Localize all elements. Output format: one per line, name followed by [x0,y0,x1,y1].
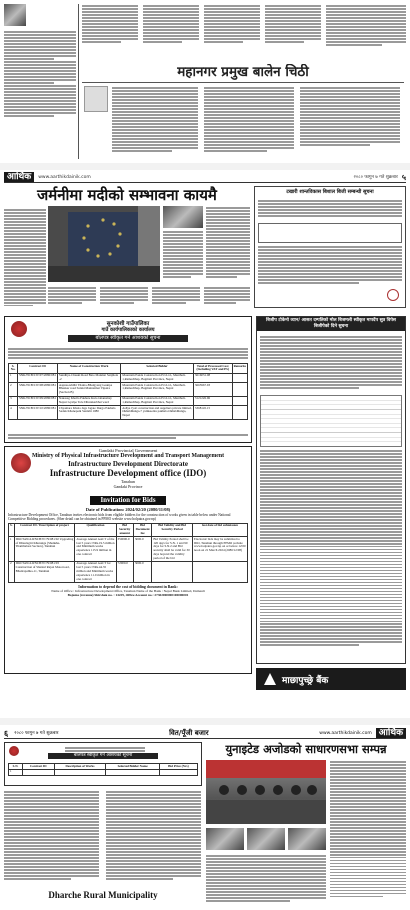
table-header-cell: Bid Price (Nrs) [159,764,197,770]
table-header-cell: Description of Works [54,764,106,770]
right-notice-lower [256,316,406,664]
left-photo [4,4,26,26]
gandaki-intro: Infrastructure Development Office, Tanahun invites electronic bids from eligible bidders for the construction of works given in table below under National Competitive Bidding procedures. (Sher detail can be obtained in PPMO website www.bolpatra.gov.np) [8,513,231,522]
small-photo-3 [288,828,326,850]
table-header-cell: Selected Bidder Name [106,764,159,770]
bank-logo-icon [264,673,276,685]
notice-bid-title: बोलपत्र स्वीकृत गर्ने आशयको सूचना [68,335,188,342]
left-sidebar-column [4,4,76,159]
table-header-cell: Contract ID [23,764,55,770]
inset-photo [163,206,203,228]
page5-left-col [4,208,46,312]
table-header-cell: Bid Security amount [116,523,133,536]
germany-photo [48,206,160,282]
page6-table: S.N. Contract ID Description of Works Selected Bidder Name Bid Price (Nrs) 1 [8,763,198,776]
right-notice-title: टखारी शान्तविकास बिशाल बिजी सम्बन्धी सूचना [286,189,374,195]
invitation-title: Invitation for Bids [90,496,165,505]
gandaki-office-line: Name of Office : Infrastructure Development Office, Tanahun Name of the Bank : Nepal Bank Limited, Damauli [51,588,205,593]
lower-right-title: बिजीप टोकेनो व्यान/ आसत दम्पतिको मोल बिजमली स्वीकृत मापदेंप सुत्र विपेस बिजीपेको दिने सुचना [257,317,405,331]
table-cell: 4 [9,406,18,419]
table-cell: 3368145.15 [193,406,232,419]
page6-small-photos [206,828,326,850]
gandaki-row [9,561,248,582]
notice-emblem-icon [387,289,399,301]
page5-mid-col2 [206,206,250,282]
table-cell: SNK/NCB/CW/07/2080/081 [18,373,58,383]
table-cell: 72000.0 [116,561,133,582]
notice-province: सुनकोशी गाउँपालिका [106,321,150,327]
page-six [0,726,410,910]
gandaki-emblem-icon [11,453,31,473]
bank-name: माछापुच्छ्रे बैंक [282,675,329,686]
table-cell: 3665967.93 [193,383,232,396]
article-columns [82,4,322,54]
table-cell: Average Annual AACT for last 5 years: NRs.44.35 million and Minimum works experience 11.0 million in one contract [75,561,116,582]
table-cell: IDO/TAN/AII/NCB/W/79/081/03 Construction of Shantal Rajon Motorroad, Bhadrapalika-11, Tanahun [14,561,75,582]
letter-image [84,86,108,112]
page6-logo: आर्थिक [376,728,406,738]
table-cell: 2 [9,383,18,396]
dharche-title: Dharche Rural Municipality [48,890,158,900]
masthead-date: २०८० फागुन ७ गते शुक्रबार [353,175,398,180]
table-cell: Nakasag Kholla Pakhate Kulo Ghansmay Nepur Gyalpo Tole Dhurakarbhat ward [57,396,120,406]
table-cell: 3 [9,396,18,406]
table-cell: SNK/NCB/CW/08/2080/081 [18,383,58,396]
table-cell: Ashya Jyoti construction and suppliers private limited, Okhaldhunga-7 yamkaonla pakhela Okhaldhunga, Nepal [122,405,192,418]
table-cell: 2 [9,561,15,582]
table-cell [232,406,247,419]
group-photo-icon [206,760,326,824]
table-cell: Aapnas-khilbi Thaina-Bhanjyang Gaunpa Bhaskar road Salaki Mannatmat Vipatra (Section B) [57,383,120,396]
gandaki-place: Tanahun [121,479,135,484]
page5-headline: जर्मनीमा मदीको सम्भावना कायमै [37,186,217,204]
right-top-column [326,4,406,59]
page6-text-lines [4,790,202,888]
small-photo-2 [247,828,285,850]
page-gap-2 [0,718,410,725]
page6-masthead [4,728,406,739]
table-header-cell: S. [9,523,15,536]
table-cell: Sundhya-Chauki Road Bato Manmat Sanjhola -2 [57,373,120,383]
table-cell: 3121226.96 [193,396,232,406]
gandaki-ministry: Ministry of Physical Infrastructure Development and Transport Management [31,453,225,459]
page6-mid-text [206,854,326,906]
page-gap [0,163,410,170]
page6-number: ६ [4,728,9,738]
table-header-cell: Bid Validity and Bid Security Period [152,523,193,536]
page6-url: www.aarthikdainik.com [319,730,372,736]
top-page-section [0,0,410,163]
right-notice-top [254,186,406,308]
sunkoshi-notice [4,316,252,443]
page6-right-col [330,760,406,906]
gandaki-province: Gandaki Province [113,484,143,489]
table-cell: SNK/NCB/CW/10/2080/081 [18,406,58,419]
table-cell [232,373,247,383]
page6-date: २०८० फागुन ७ गते शुक्रबार [14,731,59,736]
page6-emblem-icon [9,746,19,756]
letter-body [112,86,402,160]
page-number: ५ [401,172,406,182]
table-header-cell: last date of bid submission [192,523,247,536]
table-cell [232,383,247,396]
small-photo-1 [206,828,244,850]
captions-row [48,286,250,312]
table-cell: 1 [9,373,18,383]
bid-row [9,383,248,396]
gandaki-footer-note: Information to depend the cost of bidding document in Bank: [78,584,178,589]
table-cell: 1 [9,537,15,562]
table-cell: SNK/NCB/CW/09/2080/081 [18,396,58,406]
table-cell: Mountain Panda Construction Pvt.Ltd., Manthali-1,Ramechhap, Bagmati Province, Nepal [121,396,194,406]
page6-headline: युनाइटेड अजोडको साधारणसभा सम्पन्न [225,742,387,756]
table-header-cell: Contract ID / Description of project [14,523,75,536]
gandaki-bid-table [8,523,248,583]
bid-row [9,373,248,383]
table-cell: Bid Validity Period shall be 120 days for S.N. 1 and 90 days for S.N.2 and Bid security shall be valid for 30 days beyond the validity period of the bid [152,537,193,562]
table-cell: Chyamara Khola Jage Jagate Durga Pakhela Sadak Khanepani Sanlahi 1080 [57,406,120,419]
table-cell: 3000.0 [133,537,151,562]
table-header-cell: Bid Document fee [133,523,151,536]
gandaki-govt: Gandaki Provincial Government [98,448,158,453]
table-header-cell: Qualification [75,523,116,536]
table-header-cell: Contract ID [18,364,58,374]
table-cell: Average Annual AACT of the last 5 years: NRs.19.5 million and Minimum works experience 115.9 million in one contract [75,537,116,562]
notice-office: गाउँ कार्यपालिकाको कार्यालय [101,327,155,333]
page6-notice [4,742,202,786]
page-five [0,170,410,715]
table-header-cell: Remarks [232,364,247,374]
table-header-cell: Selected Bidder [121,364,194,374]
table-cell: 3000.0 [133,561,151,582]
flag-photo-icon [48,206,160,282]
table-cell [152,561,193,582]
table-header-cell: S.N. [9,764,23,770]
gandaki-row [9,537,248,562]
table-cell: 350000.0 [116,537,133,562]
table-cell: Electronic bids may be submitted to IDO, Tanahun through PPMO website www.bolpatra.gov.np on or before 12:00 noon on 21 March 2024 (2080/12/08) [192,537,247,562]
bank-ad [256,668,406,690]
masthead-url: www.aarthikdainik.com [38,174,91,180]
masthead-logo: आर्थिक [4,172,34,182]
table-cell [232,396,247,406]
nepal-emblem-icon [11,321,27,337]
page5-mid-col [163,206,203,282]
agm-photo [206,760,326,824]
table-header-cell: S. No. [9,364,18,374]
table-cell: 3616031.08 [193,373,232,383]
page5-masthead [4,172,406,183]
page6-section: वित/पूँजी बजार [169,728,209,737]
bid-row [9,406,248,419]
gandaki-office: Infrastructure Development office (IDO) [49,468,207,478]
table-cell [192,561,247,582]
table-cell: IDO/TAN/AII/NCB/W/79/081/02 Upgrading of Dhaulagiri Khurunge (Shankha-Thambubesi Section), Tanahun [14,537,75,562]
gandaki-directorate: Infrastructure Development Directorate [68,460,188,468]
gandaki-account-line: Bajama (revenue) Shirshak no. : 14229, Office Account no.: 27302000000100000001 [67,592,189,597]
table-header-cell: Total of Processed Cost (Including VAT and PS) [193,364,232,374]
bid-row [9,396,248,406]
table-cell: Mountain Panda Construction Pvt.Ltd., Manthali-1,Ramechhap, Bagmati Province, Nepal [121,383,194,396]
bid-table [8,363,248,420]
banner-title: महानगर प्रमुख बालेन चिठी [177,64,309,80]
table-cell: Mountain Panda Construction Pvt.Ltd., Manthali-1,Ramechhap, Bagmati Province, Nepal [121,373,194,383]
table-header-cell: Name of Construction Work [57,364,120,374]
page6-notice-title: बोलपत्र स्वीकृत गर्ने आशयको सूचना [48,753,158,759]
publication-date: Date of Publication: 2024/02/20 (2080/11/08) [85,507,171,512]
gandaki-notice [4,446,252,674]
